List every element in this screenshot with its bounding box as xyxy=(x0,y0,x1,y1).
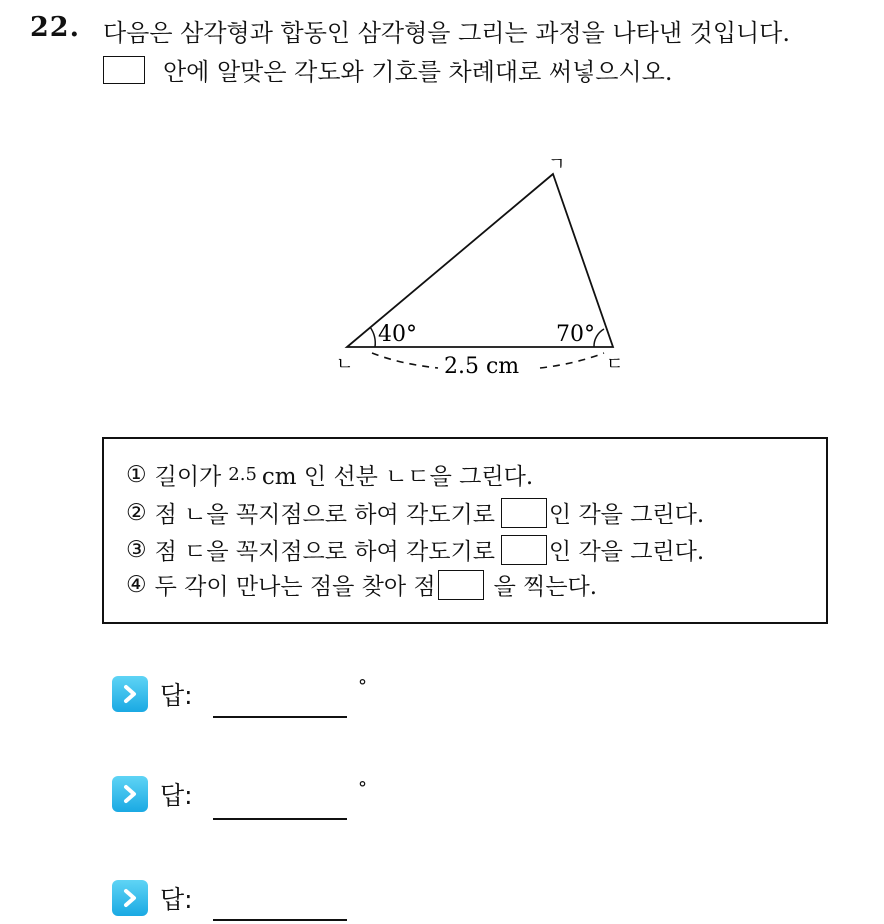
step-2-blank[interactable] xyxy=(501,498,547,528)
base-length-label: 2.5 cm xyxy=(444,354,520,379)
answer-line-2[interactable] xyxy=(213,818,347,820)
step-4-text-after: 을 찍는다. xyxy=(493,574,598,600)
angle-arc-left xyxy=(370,327,375,347)
step-4-mark: ④ xyxy=(126,571,147,598)
question-text-line1: 다음은 삼각형과 합동인 삼각형을 그리는 과정을 나타낸 것입니다. xyxy=(103,19,790,47)
answer-unit-1: ° xyxy=(358,676,367,697)
answer-label-2: 답: xyxy=(160,781,193,810)
step-3-text-before: 점 ㄷ을 꼭지점으로 하여 각도기로 xyxy=(154,539,495,565)
step-2 xyxy=(126,496,704,529)
angle-label-right: 70° xyxy=(556,322,595,347)
step-2-text-before: 점 ㄴ을 꼭지점으로 하여 각도기로 xyxy=(154,502,495,528)
step-1 xyxy=(126,458,533,491)
step-4-text-before: 두 각이 만나는 점을 찾아 점 xyxy=(154,574,436,600)
step-2-mark: ② xyxy=(126,499,147,526)
step-4-blank[interactable] xyxy=(438,570,484,600)
question-text-line2: 안에 알맞은 각도와 기호를 차례대로 써넣으시오. xyxy=(163,58,673,86)
vertex-label-right: ㄷ xyxy=(606,354,624,375)
step-3-text-after: 인 각을 그린다. xyxy=(548,539,705,565)
step-1-text-after: cm 인 선분 ㄴㄷ을 그린다. xyxy=(261,464,534,490)
step-3-mark: ③ xyxy=(126,536,147,563)
step-2-text-after: 인 각을 그린다. xyxy=(548,502,705,528)
base-length-dash-left xyxy=(372,353,438,368)
step-3-blank[interactable] xyxy=(501,535,547,565)
answer-line-3[interactable] xyxy=(213,919,347,921)
answer-label-3: 답: xyxy=(160,885,193,914)
chevron-right-icon xyxy=(112,880,148,916)
procedure-box xyxy=(102,437,828,624)
step-4 xyxy=(126,568,597,601)
chevron-right-icon xyxy=(112,776,148,812)
question-number: 22. xyxy=(30,12,80,43)
answer-row-2 xyxy=(112,776,193,812)
angle-label-left: 40° xyxy=(378,322,417,347)
step-1-mark: ① xyxy=(126,461,147,488)
step-1-number: 2.5 xyxy=(228,464,257,485)
answer-line-1[interactable] xyxy=(213,716,347,718)
step-1-text-before: 길이가 xyxy=(154,464,222,490)
base-length-dash-right xyxy=(540,353,604,368)
answer-row-1 xyxy=(112,676,193,712)
triangle-figure xyxy=(0,0,884,430)
answer-unit-2: ° xyxy=(358,778,367,799)
chevron-right-icon xyxy=(112,676,148,712)
vertex-label-left: ㄴ xyxy=(336,354,354,375)
answer-row-3 xyxy=(112,880,193,916)
vertex-label-top: ㄱ xyxy=(548,154,566,175)
answer-label-1: 답: xyxy=(160,681,193,710)
angle-arc-right xyxy=(594,329,604,347)
step-3 xyxy=(126,533,704,566)
